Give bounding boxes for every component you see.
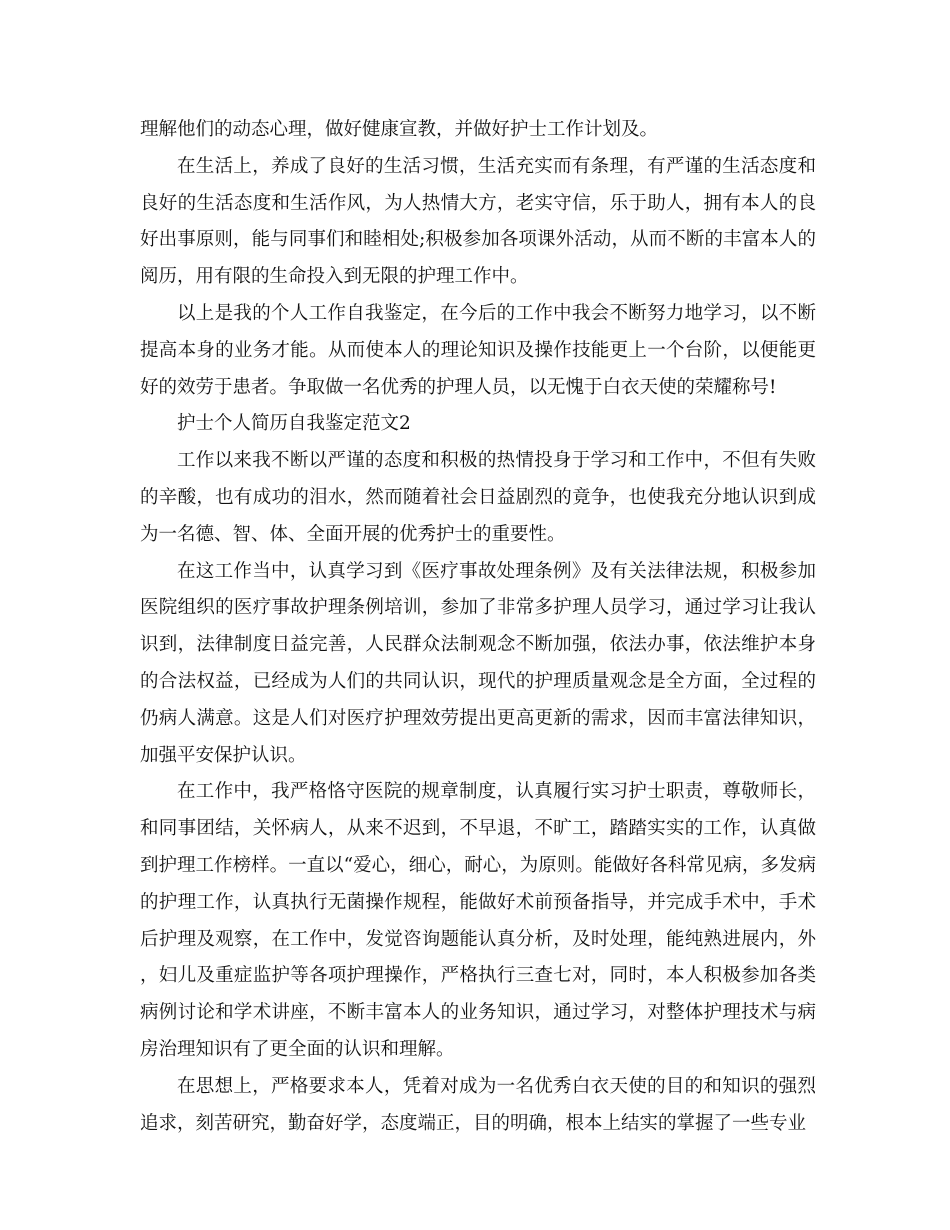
paragraph-thought: 在思想上，严格要求本人，凭着对成为一名优秀白衣天使的目的和知识的强烈追求，刻苦研究，勤奋好学，态度端正，目的明确，根本上结实的掌握了一些专业: [140, 1075, 816, 1134]
paragraph-summary: 以上是我的个人工作自我鉴定，在今后的工作中我会不断努力地学习，以不断提高本身的业务才能。从而使本人的理论知识及操作技能更上一个台阶，以便能更好的效劳于患者。争取做一名优秀的护理人员，以无愧于白衣天使的荣耀称号!: [140, 302, 816, 398]
paragraph-work-duties: 在工作中，我严格恪守医院的规章制度，认真履行实习护士职责，尊敬师长，和同事团结，关怀病人，从来不迟到，不早退，不旷工，踏踏实实的工作，认真做到护理工作榜样。一直以“爱心，细心，耐心，为原则。能做好各科常见病，多发病的护理工作，认真执行无菌操作规程，能做好术前预备指导，并完成手术中，手术后护理及观察，在工作中，发觉咨询题能认真分析，及时处理，能纯熟进展内，外，妇儿及重症监护等各项护理操作，严格执行三查七对，同时，本人积极参加各类病例讨论和学术讲座，不断丰富本人的业务知识，通过学习，对整体护理技术与病房治理知识有了更全面的认识和理解。: [140, 781, 816, 1060]
paragraph-legal-study: 在这工作当中，认真学习到《医疗事故处理条例》及有关法律法规，积极参加医院组织的医疗事故护理条例培训，参加了非常多护理人员学习，通过学习让我认识到，法律制度日益完善，人民群众法制观念不断加强，依法办事，依法维护本身的合法权益，已经成为人们的共同认识，现代的护理质量观念是全方面，全过程的仍病人满意。这是人们对医疗护理效劳提出更高更新的需求，因而丰富法律知识，加强平安保护认识。: [140, 560, 816, 766]
paragraph-continuation: 理解他们的动态心理，做好健康宣教，并做好护士工作计划及。: [140, 119, 659, 140]
paragraph-work-attitude: 工作以来我不断以严谨的态度和积极的热情投身于学习和工作中，不但有失败的辛酸，也有成功的泪水，然而随着社会日益剧烈的竟争，也使我充分地认识到成为一名德、智、体、全面开展的优秀护士的重要性。: [140, 450, 816, 545]
section-heading: 护士个人简历自我鉴定范文2: [177, 413, 411, 435]
paragraph-life: 在生活上，养成了良好的生活习惯，生活充实而有条理，有严谨的生活态度和良好的生活态度和生活作风，为人热情大方，老实守信，乐于助人，拥有本人的良好出事原则，能与同事们和睦相处;积极参加各项课外活动，从而不断的丰富本人的阅历，用有限的生命投入到无限的护理工作中。: [140, 155, 816, 288]
document-body: [140, 112, 816, 1142]
